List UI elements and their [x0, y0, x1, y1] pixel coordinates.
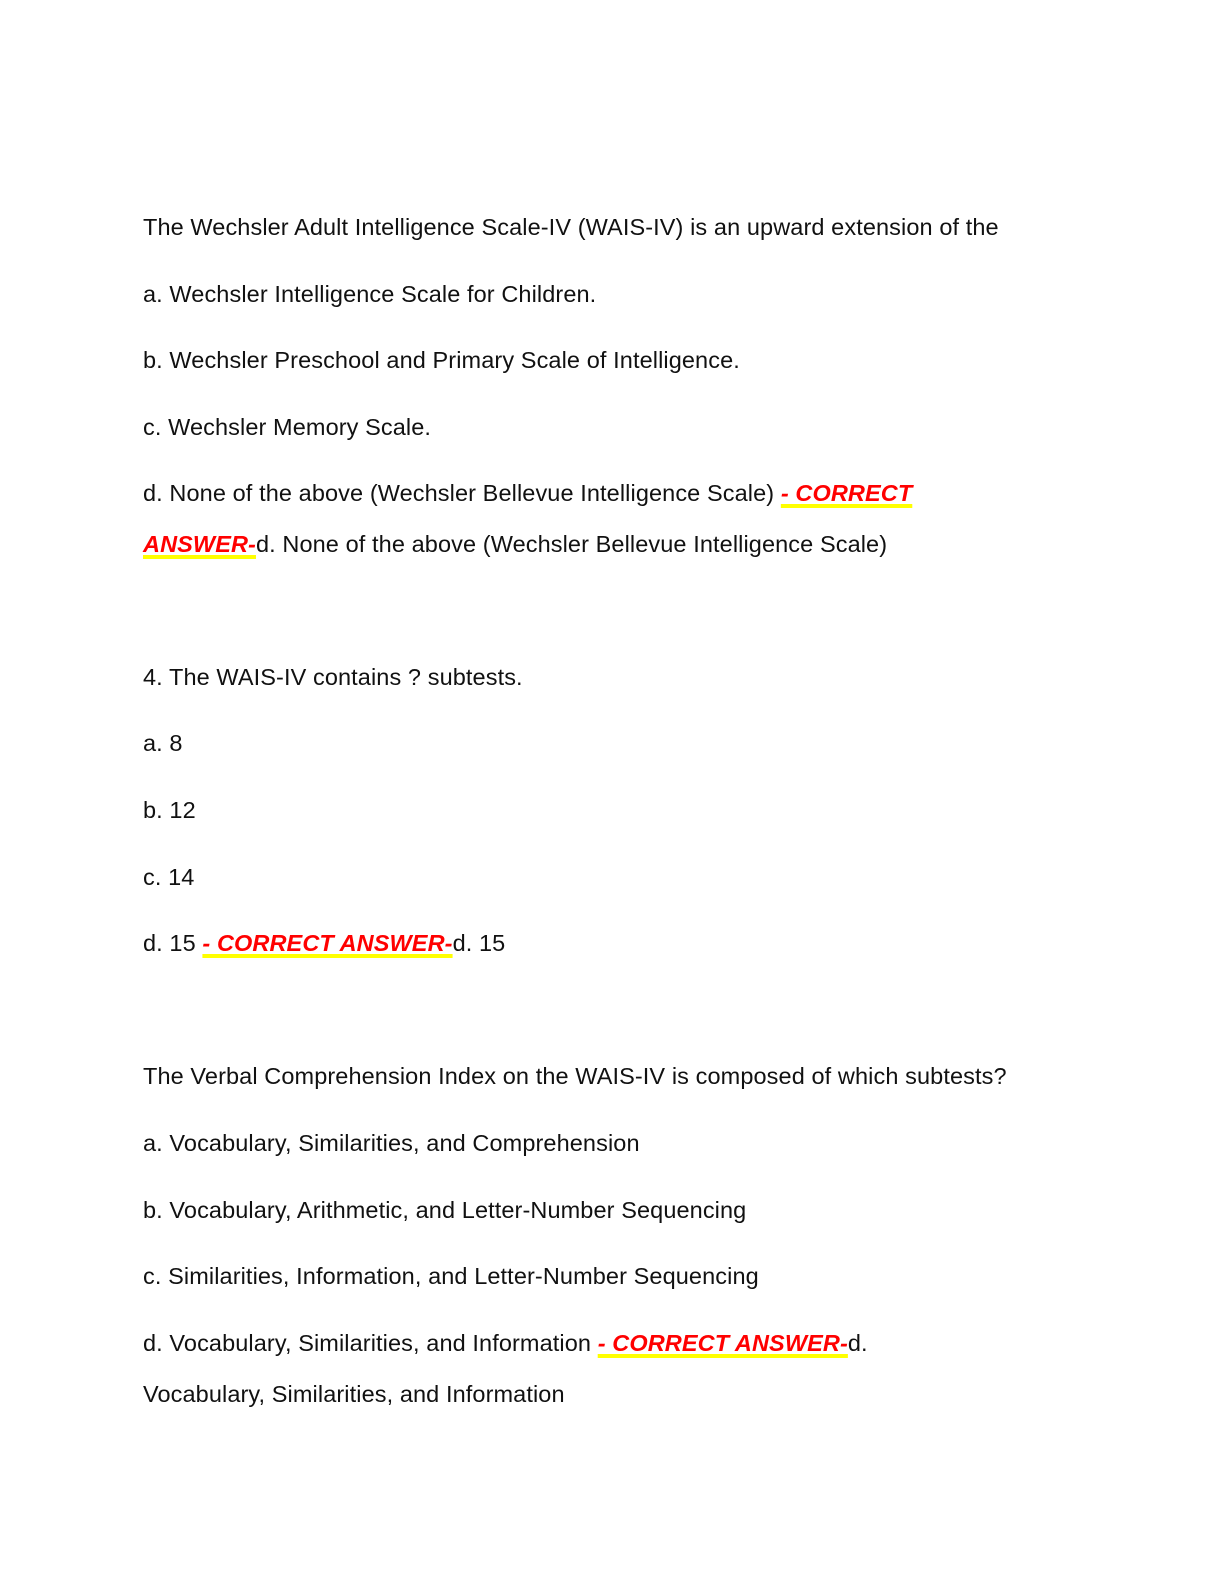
correct-answer-marker: - CORRECT ANSWER-	[597, 1330, 848, 1356]
question-3-option-d-text: d. Vocabulary, Similarities, and Information	[143, 1330, 598, 1356]
question-3-option-a: a. Vocabulary, Similarities, and Comprehension	[143, 1130, 640, 1156]
question-2-option-d	[143, 928, 1103, 958]
question-3-answer-line: Vocabulary, Similarities, and Information	[143, 1381, 565, 1407]
question-3-option-d	[143, 1328, 1103, 1358]
correct-answer-marker: - CORRECT ANSWER-	[202, 930, 453, 956]
question-1-stem: The Wechsler Adult Intelligence Scale-IV (WAIS-IV) is an upward extension of the	[143, 214, 999, 240]
question-2-option-b: b. 12	[143, 797, 196, 823]
question-3-option-b: b. Vocabulary, Arithmetic, and Letter-Number Sequencing	[143, 1197, 747, 1223]
question-3-option-c: c. Similarities, Information, and Letter-Number Sequencing	[143, 1263, 759, 1289]
question-3-stem: The Verbal Comprehension Index on the WAIS-IV is composed of which subtests?	[143, 1063, 1007, 1089]
question-1-option-a: a. Wechsler Intelligence Scale for Children.	[143, 281, 597, 307]
question-1-answer-text: d. None of the above (Wechsler Bellevue Intelligence Scale)	[255, 531, 888, 557]
question-1-answer-line	[143, 529, 1103, 559]
question-1-option-c: c. Wechsler Memory Scale.	[143, 414, 432, 440]
question-2-option-a: a. 8	[143, 730, 183, 756]
question-2-answer-text: d. 15	[452, 930, 506, 956]
correct-answer-marker: - CORRECT	[780, 480, 913, 506]
correct-answer-marker: ANSWER-	[143, 531, 256, 557]
question-2-option-d-text: d. 15	[143, 930, 203, 956]
question-1-option-d-text: d. None of the above (Wechsler Bellevue Intelligence Scale)	[143, 480, 781, 506]
question-3-answer-text-start: d.	[847, 1330, 868, 1356]
question-2-option-c: c. 14	[143, 864, 195, 890]
question-1-option-d	[143, 478, 1103, 508]
question-1-option-b: b. Wechsler Preschool and Primary Scale of Intelligence.	[143, 347, 740, 373]
question-2-stem: 4. The WAIS-IV contains ? subtests.	[143, 664, 523, 690]
